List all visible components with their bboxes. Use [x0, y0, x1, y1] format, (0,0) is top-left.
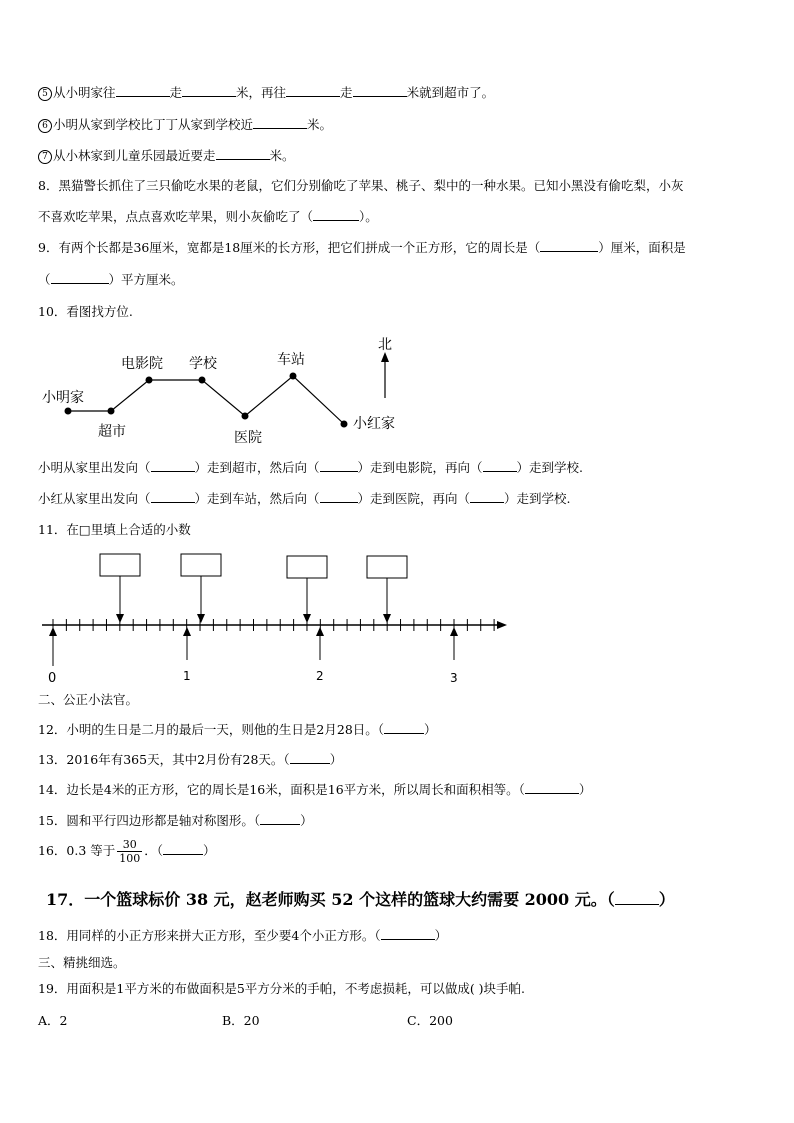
q5-blank-2[interactable] — [182, 82, 236, 97]
answer-box-2[interactable] — [181, 554, 221, 576]
q10-route-map — [0, 325, 794, 450]
q14-judge-blank[interactable] — [525, 781, 579, 794]
q10-s1-text-d: ）走到学校. — [516, 460, 584, 475]
tick-label-2: 2 — [316, 669, 324, 683]
q19-option-b[interactable]: B．20 — [222, 1013, 260, 1028]
label-school: 学校 — [189, 356, 217, 372]
up-arrow-icon — [183, 627, 191, 636]
q9-text-d: ）平方厘米。 — [108, 272, 184, 287]
q16-text-b: ．（ — [144, 843, 164, 858]
q12-judge-blank[interactable] — [384, 721, 424, 734]
down-arrow-icon — [383, 614, 391, 623]
q10-s2-blank-3[interactable] — [470, 490, 504, 503]
q5-text-d: 走 — [340, 85, 353, 100]
q11-title: 11．在□里填上合适的小数 — [38, 522, 191, 537]
q18-judge-blank[interactable] — [381, 927, 435, 940]
label-supermarket: 超市 — [98, 424, 126, 440]
q13-judge-blank[interactable] — [290, 751, 330, 764]
q6-text-b: 米。 — [307, 117, 333, 132]
q10-s2-blank-1[interactable] — [151, 490, 195, 503]
q16-line — [38, 838, 216, 865]
q10-s1-blank-3[interactable] — [483, 459, 517, 472]
point-hospital — [242, 413, 249, 420]
answer-box-4[interactable] — [367, 556, 407, 578]
q12-text: 12．小明的生日是二月的最后一天，则他的生日是2月28日。（ — [38, 722, 385, 737]
q9-perimeter-blank[interactable] — [540, 239, 598, 252]
answer-box-3[interactable] — [287, 556, 327, 578]
q17-close: ） — [658, 890, 675, 909]
point-xiaohong-home — [341, 421, 348, 428]
q9-text-c: （ — [38, 272, 51, 287]
q9-line-1 — [38, 238, 686, 256]
circled-number: 7 — [38, 150, 52, 164]
q13-line — [38, 750, 342, 768]
point-station — [290, 373, 297, 380]
q16-close: ） — [203, 843, 216, 858]
section-2-heading: 二、公正小法官。 — [38, 692, 139, 707]
q7-text-b: 米。 — [269, 148, 295, 163]
q10-s1-text-a: 小明从家里出发向（ — [38, 460, 151, 475]
q10-s1-text-c: ）走到电影院，再向（ — [357, 460, 483, 475]
q9-line-2 — [38, 270, 184, 288]
q19-option-a[interactable]: A．2 — [38, 1013, 68, 1028]
q11-number-line — [0, 545, 794, 690]
point-school — [199, 377, 206, 384]
q7-text-a: 从小林家到儿童乐园最近要走 — [53, 148, 216, 163]
q5-line — [38, 82, 494, 101]
q8-text-b: ）。 — [359, 209, 378, 224]
q6-line — [38, 114, 332, 133]
q17-judge-blank[interactable] — [615, 890, 659, 905]
north-label: 北 — [378, 337, 392, 353]
down-arrow-icon — [116, 614, 124, 623]
q10-title: 10．看图找方位. — [38, 304, 133, 319]
q16-text-a: 16．0.3 等于 — [38, 843, 116, 858]
point-cinema — [146, 377, 153, 384]
q5-blank-4[interactable] — [353, 82, 407, 97]
down-arrow-icon — [197, 614, 205, 623]
q8-answer-blank[interactable] — [313, 208, 359, 221]
q9-text-b: ）厘米，面积是 — [598, 240, 686, 255]
q14-close: ） — [578, 782, 592, 797]
route-line — [68, 376, 344, 424]
q18-text: 18．用同样的小正方形来拼大正方形，至少要4个小正方形。（ — [38, 928, 381, 943]
up-arrow-icon — [450, 627, 458, 636]
q5-text-e: 米就到超市了。 — [406, 85, 495, 100]
q8-line-1: 8．黑猫警长抓住了三只偷吃水果的老鼠，它们分别偷吃了苹果、桃子、梨中的一种水果。已知小黑没有偷吃梨，小灰 — [38, 178, 684, 193]
q9-area-blank[interactable] — [51, 271, 109, 284]
fraction-denominator: 100 — [119, 852, 141, 865]
q5-text-b: 走 — [169, 85, 183, 100]
q18-close: ） — [434, 928, 448, 943]
down-arrow-icon — [303, 614, 311, 623]
q10-s1-blank-2[interactable] — [320, 459, 358, 472]
up-arrow-icon — [316, 627, 324, 636]
tick-label-1: 1 — [183, 669, 191, 683]
q17-line — [46, 887, 675, 910]
axis-arrow-icon — [497, 621, 507, 629]
q10-sentence-2 — [38, 489, 571, 507]
q12-close: ） — [424, 722, 437, 737]
q10-s2-text-b: ）走到车站，然后向（ — [194, 491, 320, 506]
q12-line — [38, 720, 437, 738]
label-station: 车站 — [277, 352, 305, 368]
q6-blank[interactable] — [253, 114, 307, 129]
answer-box-1[interactable] — [100, 554, 140, 576]
q18-line — [38, 926, 447, 944]
circled-number: 6 — [38, 119, 52, 133]
q15-close: ） — [300, 813, 313, 828]
q14-line — [38, 780, 591, 798]
tick-label-0: 0 — [48, 671, 57, 686]
q10-s2-blank-2[interactable] — [320, 490, 358, 503]
q10-s1-blank-1[interactable] — [151, 459, 195, 472]
q14-text: 14．边长是4米的正方形，它的周长是16米，面积是16平方米，所以周长和面积相等。（ — [38, 782, 525, 797]
q15-line — [38, 811, 313, 829]
q8-line-2 — [38, 207, 378, 225]
q7-blank[interactable] — [216, 145, 270, 160]
q19-option-c[interactable]: C．200 — [407, 1013, 453, 1028]
q19-line: 19．用面积是1平方米的布做面积是5平方分米的手帕，不考虑损耗，可以做成( )块手帕. — [38, 981, 526, 996]
q16-judge-blank[interactable] — [163, 842, 203, 855]
up-arrow-icon — [49, 627, 57, 636]
q10-sentence-1 — [38, 458, 583, 476]
circled-number: 5 — [38, 87, 52, 101]
q9-text-a: 9．有两个长都是36厘米，宽都是18厘米的长方形，把它们拼成一个正方形，它的周长是（ — [38, 240, 541, 255]
fraction-numerator: 30 — [117, 838, 142, 852]
label-xiaoming-home: 小明家 — [42, 390, 84, 406]
section-3-heading: 三、精挑细选。 — [38, 955, 126, 970]
point-xiaoming-home — [65, 408, 72, 415]
label-cinema: 电影院 — [121, 356, 163, 372]
q15-judge-blank[interactable] — [260, 812, 300, 825]
q5-blank-1[interactable] — [116, 82, 170, 97]
label-xiaohong-home: 小红家 — [353, 416, 395, 432]
q8-text-a: 不喜欢吃苹果，点点喜欢吃苹果，则小灰偷吃了（ — [38, 209, 314, 224]
q6-text-a: 小明从家到学校比丁丁从家到学校近 — [53, 117, 254, 132]
q10-s1-text-b: ）走到超市，然后向（ — [194, 460, 320, 475]
q5-text-c: 米，再往 — [236, 85, 287, 100]
q10-s2-text-a: 小红从家里出发向（ — [38, 491, 151, 506]
q7-line — [38, 145, 295, 164]
q15-text: 15．圆和平行四边形都是轴对称图形。（ — [38, 813, 261, 828]
q10-s2-text-d: ）走到学校. — [504, 491, 571, 506]
q5-blank-3[interactable] — [286, 82, 340, 97]
q5-text-a: 从小明家往 — [53, 85, 116, 100]
north-arrow-icon — [381, 352, 389, 362]
q10-s2-text-c: ）走到医院，再向（ — [357, 491, 471, 506]
point-supermarket — [108, 408, 115, 415]
q17-text: 17．一个篮球标价 38 元，赵老师购买 52 个这样的篮球大约需要 2000 元。（ — [46, 890, 615, 909]
q13-close: ） — [329, 752, 343, 767]
tick-label-3: 3 — [450, 671, 458, 685]
label-hospital: 医院 — [234, 430, 262, 446]
fraction-30-100 — [117, 838, 142, 865]
q13-text: 13．2016年有365天，其中2月份有28天。（ — [38, 752, 290, 767]
